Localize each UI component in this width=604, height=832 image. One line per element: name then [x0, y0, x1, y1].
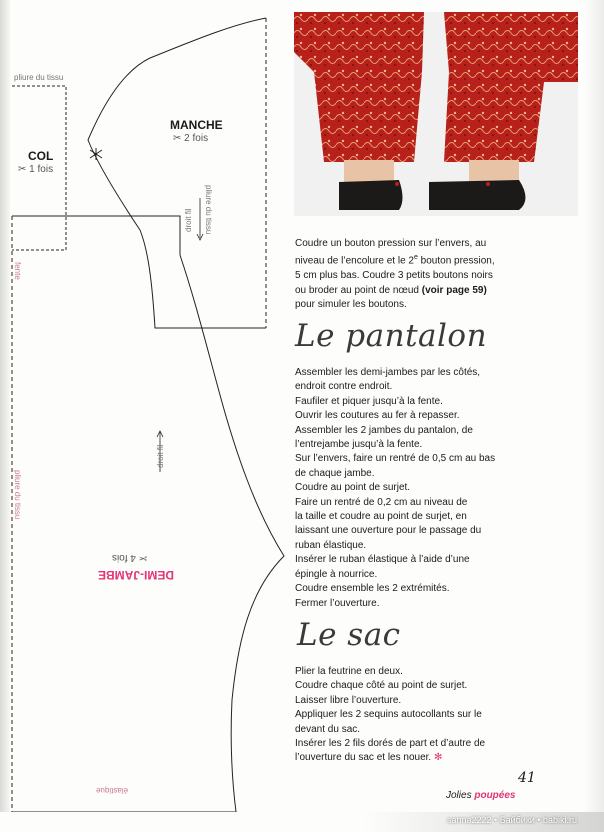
- scissors-icon: ✂: [173, 133, 182, 144]
- instruction-line: Sur l’envers, faire un rentré de 0,5 cm au bas: [295, 453, 496, 465]
- magazine-name-accent: poupées: [474, 790, 516, 801]
- page-number: 41: [518, 770, 536, 786]
- caption-line: Coudre un bouton pression sur l’envers, au: [295, 238, 487, 249]
- instruction-line: Faire un rentré de 0,2 cm au niveau de: [295, 496, 468, 508]
- caption-line-part: niveau de l’encolure et le 2: [295, 255, 414, 267]
- sac-instructions: [295, 665, 485, 766]
- caption-line: 5 cm plus bas. Coudre 3 petits boutons noirs: [295, 270, 493, 282]
- scissors-icon: ✂: [18, 164, 27, 175]
- instruction-line: Coudre ensemble les 2 extrémités.: [295, 583, 450, 595]
- section-title-pantalon: Le pantalon: [295, 318, 488, 354]
- magazine-name-part: Jolies: [446, 790, 475, 801]
- instruction-line: ruban élastique.: [295, 539, 367, 551]
- instruction-line: devant du sac.: [295, 723, 361, 735]
- instruction-line: la taille et coudre au point de surjet, en: [295, 511, 467, 523]
- droit-fil-label-jambe: droit fil: [156, 444, 165, 468]
- pantalon-instructions: [295, 366, 495, 611]
- instruction-line: Coudre chaque côté au point de surjet.: [295, 680, 468, 692]
- elastique-label: élastique: [96, 786, 129, 795]
- manche-pattern-piece: [88, 18, 266, 328]
- instruction-line: endroit contre endroit.: [295, 381, 393, 393]
- doll-trousers-illustration: [294, 12, 578, 216]
- doll-photo: [294, 12, 578, 216]
- asterisk-end-icon: ✻: [433, 752, 443, 764]
- fente-label: fente: [13, 262, 22, 280]
- demi-jambe-count-text: 4 fois: [112, 552, 136, 563]
- instruction-line: l’entrejambe jusqu’à la fente.: [295, 439, 423, 451]
- col-count: [18, 164, 53, 175]
- caption-superscript: e: [413, 254, 418, 262]
- caption-line: pour simuler les boutons.: [295, 298, 407, 310]
- droit-fil-arrow-manche: [197, 198, 203, 240]
- instruction-line: [295, 751, 485, 765]
- instruction-line: Insérer les 2 fils dorés de part et d’autre de: [295, 738, 486, 750]
- instruction-line-part: l’ouverture du sac et les nouer.: [295, 752, 432, 764]
- caption-line-part: ou broder au point de nœud: [295, 284, 422, 296]
- scissors-icon: ✂: [138, 552, 148, 563]
- instruction-line: Coudre au point de surjet.: [295, 482, 411, 494]
- instruction-line: Faufiler et piquer jusqu’à la fente.: [295, 395, 443, 407]
- instruction-line: Appliquer les 2 sequins autocollants sur le: [295, 709, 482, 721]
- droit-fil-label-manche: droit fil: [184, 208, 193, 232]
- instruction-line: Plier la feutrine en deux.: [295, 666, 403, 677]
- manche-count: [173, 133, 208, 144]
- instruction-line: épingle à nourrice.: [295, 568, 378, 580]
- pliure-du-tissu-label-jambe: pliure du tissu: [13, 470, 22, 520]
- caption-line: [295, 284, 495, 298]
- demi-jambe-count: [112, 552, 147, 563]
- instruction-line: de chaque jambe.: [295, 467, 375, 479]
- magazine-name: [446, 790, 515, 801]
- instruction-line: Assembler les demi-jambes par les côtés,: [295, 367, 481, 378]
- caption-line: [295, 251, 495, 269]
- col-title: COL: [28, 149, 54, 163]
- watermark: sanna2222 • Байбики • babiki.ru: [447, 815, 577, 825]
- instruction-line: Insérer le ruban élastique à l’aide d’une: [295, 554, 470, 566]
- manche-title: MANCHE: [170, 118, 223, 132]
- instruction-line: Ouvrir les coutures au fer à repasser.: [295, 410, 460, 422]
- page-reference-link: (voir page 59): [421, 284, 487, 296]
- col-count-text: 1 fois: [29, 164, 54, 175]
- section-title-sac: Le sac: [297, 617, 401, 653]
- instruction-line: laissant une ouverture pour le passage du: [295, 525, 482, 537]
- pliure-du-tissu-label-manche: pliure du tissu: [204, 185, 213, 235]
- caption-line-part: bouton pression,: [417, 255, 495, 267]
- instruction-line: Assembler les 2 jambes du pantalon, de: [295, 424, 473, 436]
- caption-paragraph: [295, 237, 495, 312]
- demi-jambe-title: DEMI-JAMBE: [98, 568, 175, 582]
- instruction-line: Laisser libre l’ouverture.: [295, 694, 402, 706]
- demi-jambe-pattern-piece: [12, 216, 284, 812]
- instruction-line: Fermer l’ouverture.: [295, 597, 380, 609]
- manche-count-text: 2 fois: [184, 133, 209, 144]
- pliure-du-tissu-label-col: pliure du tissu: [14, 73, 64, 82]
